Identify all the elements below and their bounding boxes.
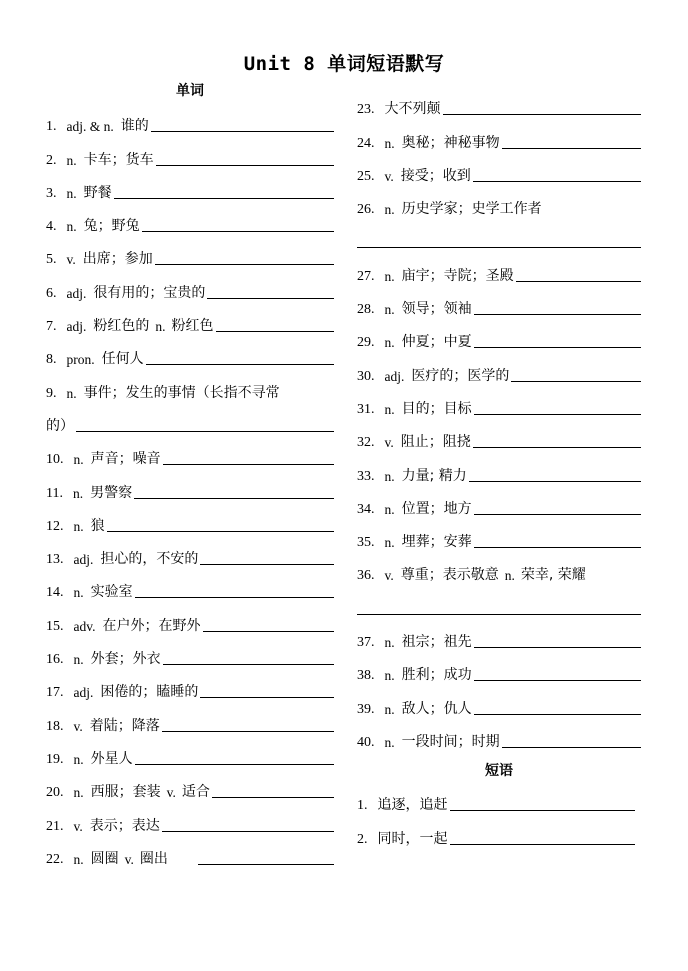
vocab-item bbox=[46, 735, 334, 768]
phrase-list bbox=[357, 781, 641, 848]
vocab-item bbox=[46, 502, 334, 535]
answer-blank[interactable] bbox=[469, 480, 641, 482]
item-number: 37. bbox=[357, 635, 375, 651]
answer-blank[interactable] bbox=[156, 164, 334, 166]
item-number: 10. bbox=[46, 452, 64, 468]
answer-blank[interactable] bbox=[163, 663, 334, 665]
item-meaning: 粉红色的 bbox=[93, 318, 150, 335]
part-of-speech: n. bbox=[384, 501, 395, 517]
item-meaning: 实验室 bbox=[90, 584, 133, 601]
part-of-speech: n. bbox=[384, 535, 395, 551]
item-meaning: 目的；目标 bbox=[401, 400, 472, 417]
item-number: 14. bbox=[46, 585, 64, 601]
answer-blank[interactable] bbox=[511, 380, 641, 382]
part-of-speech: v. bbox=[124, 851, 134, 867]
item-meaning: 历史学家；史学工作者 bbox=[401, 201, 542, 218]
part-of-speech: adj. bbox=[73, 552, 94, 568]
item-number: 13. bbox=[46, 552, 64, 568]
phrase-item bbox=[357, 781, 635, 814]
answer-blank[interactable] bbox=[502, 147, 641, 149]
item-number: 29. bbox=[357, 335, 375, 351]
item-number: 15. bbox=[46, 618, 64, 634]
item-number: 25. bbox=[357, 168, 375, 184]
item-number: 40. bbox=[357, 734, 375, 750]
item-number: 7. bbox=[46, 319, 57, 335]
answer-blank[interactable] bbox=[146, 363, 334, 365]
vocab-item bbox=[46, 668, 334, 701]
item-meaning: 圈出 bbox=[139, 850, 168, 867]
vocab-item bbox=[357, 351, 641, 384]
item-number: 23. bbox=[357, 102, 375, 118]
part-of-speech: n. bbox=[384, 468, 395, 484]
answer-blank[interactable] bbox=[474, 679, 641, 681]
item-meaning: 荣幸, 荣耀 bbox=[520, 567, 586, 584]
item-number: 2. bbox=[357, 831, 368, 847]
vocab-item bbox=[46, 635, 334, 668]
item-meaning: 外套；外衣 bbox=[90, 651, 161, 668]
vocab-item bbox=[357, 385, 641, 418]
item-meaning: 祖宗；祖先 bbox=[401, 634, 472, 651]
item-meaning: 在户外；在野外 bbox=[102, 617, 201, 634]
right-word-list bbox=[357, 85, 641, 751]
part-of-speech: n. bbox=[384, 302, 395, 318]
item-meaning: 适合 bbox=[181, 784, 210, 801]
item-number: 31. bbox=[357, 401, 375, 417]
item-number: 33. bbox=[357, 468, 375, 484]
part-of-speech: n. bbox=[66, 385, 77, 401]
item-meaning: 圆圈 bbox=[90, 850, 119, 867]
item-number: 20. bbox=[46, 785, 64, 801]
item-meaning: 尊重；表示敬意 bbox=[400, 567, 499, 584]
item-number: 24. bbox=[357, 135, 375, 151]
answer-blank[interactable] bbox=[473, 180, 641, 182]
item-meaning: 一段时间；时期 bbox=[401, 733, 500, 750]
answer-blank[interactable] bbox=[502, 746, 641, 748]
item-meaning: 出席；参加 bbox=[82, 251, 153, 268]
part-of-speech: n. bbox=[73, 518, 84, 534]
item-meaning: 狼 bbox=[90, 517, 105, 534]
vocab-item bbox=[357, 485, 641, 518]
answer-blank[interactable] bbox=[207, 297, 334, 299]
item-number: 19. bbox=[46, 751, 64, 767]
item-number: 21. bbox=[46, 818, 64, 834]
answer-blank[interactable] bbox=[163, 463, 334, 465]
answer-blank[interactable] bbox=[516, 280, 641, 282]
vocab-item bbox=[46, 768, 334, 801]
part-of-speech: n. bbox=[384, 701, 395, 717]
part-of-speech: n. bbox=[73, 452, 84, 468]
part-of-speech: pron. bbox=[66, 352, 95, 368]
item-number: 3. bbox=[46, 185, 57, 201]
item-number: 2. bbox=[46, 152, 57, 168]
item-meaning: 野餐 bbox=[83, 184, 112, 201]
item-number: 36. bbox=[357, 568, 375, 584]
part-of-speech: n. bbox=[384, 335, 395, 351]
answer-blank[interactable] bbox=[142, 230, 334, 232]
part-of-speech: v. bbox=[384, 435, 394, 451]
item-number: 6. bbox=[46, 285, 57, 301]
item-number: 26. bbox=[357, 202, 375, 218]
part-of-speech: n. bbox=[73, 785, 84, 801]
item-meaning: 困倦的；瞌睡的 bbox=[100, 684, 199, 701]
answer-blank[interactable] bbox=[474, 546, 641, 548]
part-of-speech: n. bbox=[66, 185, 77, 201]
item-number: 30. bbox=[357, 368, 375, 384]
part-of-speech: n. bbox=[384, 734, 395, 750]
page-title: Unit 8 单词短语默写 bbox=[243, 53, 445, 75]
item-number: 32. bbox=[357, 435, 375, 451]
answer-blank[interactable] bbox=[474, 513, 641, 515]
vocab-item bbox=[357, 185, 641, 218]
item-meaning: 粉红色 bbox=[171, 318, 214, 335]
item-number: 38. bbox=[357, 668, 375, 684]
answer-blank[interactable] bbox=[200, 563, 334, 565]
item-meaning: 的） bbox=[46, 417, 74, 434]
item-meaning: 外星人 bbox=[90, 750, 133, 767]
part-of-speech: v. bbox=[73, 818, 83, 834]
vocab-item bbox=[46, 368, 334, 401]
left-word-list bbox=[46, 102, 334, 868]
part-of-speech: n. bbox=[72, 485, 84, 501]
answer-blank[interactable] bbox=[135, 596, 334, 598]
item-meaning: 谁的 bbox=[120, 118, 149, 135]
part-of-speech: n. bbox=[384, 135, 395, 151]
item-meaning: 西服；套装 bbox=[90, 784, 161, 801]
part-of-speech: adj. bbox=[384, 368, 405, 384]
answer-blank[interactable] bbox=[357, 246, 641, 248]
item-meaning: 仲夏；中夏 bbox=[401, 334, 472, 351]
part-of-speech: n. bbox=[73, 751, 84, 767]
answer-blank[interactable] bbox=[114, 197, 334, 199]
part-of-speech: adj. bbox=[66, 285, 87, 301]
item-meaning: 兔；野兔 bbox=[83, 218, 140, 235]
item-meaning: 卡车；货车 bbox=[83, 151, 154, 168]
vocab-item bbox=[357, 285, 641, 318]
item-number: 1. bbox=[46, 119, 57, 135]
item-meaning: 接受；收到 bbox=[400, 167, 471, 184]
answer-blank[interactable] bbox=[107, 530, 334, 532]
answer-blank[interactable] bbox=[155, 263, 334, 265]
item-number: 27. bbox=[357, 268, 375, 284]
answer-blank[interactable] bbox=[134, 497, 334, 499]
answer-blank[interactable] bbox=[443, 113, 642, 115]
vocab-item bbox=[46, 535, 334, 568]
vocab-item bbox=[357, 418, 641, 451]
part-of-speech: n. bbox=[73, 851, 84, 867]
item-number: 5. bbox=[46, 252, 57, 268]
part-of-speech: v. bbox=[166, 785, 176, 801]
item-meaning: 力量; 精力 bbox=[401, 467, 467, 484]
vocab-item bbox=[46, 169, 334, 202]
item-number: 35. bbox=[357, 535, 375, 551]
item-number: 16. bbox=[46, 652, 64, 668]
vocab-item bbox=[46, 601, 334, 634]
answer-blank[interactable] bbox=[473, 446, 641, 448]
item-meaning: 奥秘；神秘事物 bbox=[401, 134, 500, 151]
vocab-item bbox=[357, 518, 641, 551]
part-of-speech: v. bbox=[66, 252, 76, 268]
phrases-heading: 短语 bbox=[485, 762, 513, 779]
part-of-speech: v. bbox=[73, 718, 83, 734]
item-meaning: 埋葬；安葬 bbox=[401, 534, 472, 551]
words-heading: 单词 bbox=[176, 83, 204, 99]
vocab-item bbox=[357, 618, 641, 651]
answer-blank[interactable] bbox=[200, 696, 334, 698]
vocab-item bbox=[357, 451, 641, 484]
answer-blank[interactable] bbox=[198, 863, 334, 865]
answer-blank[interactable] bbox=[203, 630, 335, 632]
part-of-speech: n. bbox=[66, 152, 77, 168]
answer-blank[interactable] bbox=[151, 130, 334, 132]
vocab-item bbox=[46, 435, 334, 468]
answer-blank[interactable] bbox=[474, 413, 641, 415]
answer-blank[interactable] bbox=[450, 809, 636, 811]
phrase-item bbox=[357, 814, 635, 847]
vocab-item bbox=[46, 468, 334, 501]
vocab-item bbox=[357, 651, 641, 684]
item-meaning: 追逐，追赶 bbox=[377, 797, 448, 814]
item-number: 1. bbox=[357, 798, 368, 814]
part-of-speech: n. bbox=[384, 635, 395, 651]
vocab-item bbox=[357, 684, 641, 717]
answer-blank[interactable] bbox=[162, 730, 334, 732]
vocab-item bbox=[357, 85, 641, 118]
part-of-speech: n. bbox=[155, 319, 166, 335]
answer-blank[interactable] bbox=[216, 330, 335, 332]
answer-blank[interactable] bbox=[135, 763, 334, 765]
vocab-item bbox=[357, 318, 641, 351]
vocab-item bbox=[357, 118, 641, 151]
item-number: 18. bbox=[46, 718, 64, 734]
item-meaning: 大不列颠 bbox=[384, 101, 441, 118]
part-of-speech: adj. bbox=[73, 685, 94, 701]
vocab-item bbox=[357, 718, 641, 751]
part-of-speech: n. bbox=[384, 202, 395, 218]
part-of-speech: v. bbox=[384, 568, 394, 584]
answer-blank[interactable] bbox=[474, 313, 641, 315]
item-number: 34. bbox=[357, 501, 375, 517]
part-of-speech: n. bbox=[384, 268, 395, 284]
item-number: 9. bbox=[46, 385, 57, 401]
left-column bbox=[46, 80, 334, 868]
item-meaning: 同时，一起 bbox=[377, 830, 448, 847]
answer-blank[interactable] bbox=[162, 830, 334, 832]
vocab-item bbox=[46, 135, 334, 168]
continuation-blank-row bbox=[357, 218, 641, 251]
continuation-blank-row bbox=[357, 584, 641, 617]
answer-blank[interactable] bbox=[357, 613, 641, 615]
vocab-item bbox=[46, 302, 334, 335]
vocab-item bbox=[46, 701, 334, 734]
part-of-speech: v. bbox=[384, 168, 394, 184]
part-of-speech: n. bbox=[66, 219, 77, 235]
part-of-speech: adv. bbox=[73, 618, 96, 634]
item-meaning: 任何人 bbox=[101, 351, 144, 368]
part-of-speech: n. bbox=[384, 401, 395, 417]
answer-blank[interactable] bbox=[474, 713, 641, 715]
answer-blank[interactable] bbox=[212, 796, 334, 798]
vocab-item bbox=[46, 202, 334, 235]
item-number: 28. bbox=[357, 302, 375, 318]
item-meaning: 位置；地方 bbox=[401, 500, 472, 517]
item-meaning: 很有用的；宝贵的 bbox=[93, 284, 206, 301]
part-of-speech: n. bbox=[73, 585, 84, 601]
vocab-item bbox=[357, 251, 641, 284]
item-meaning: 医疗的；医学的 bbox=[411, 367, 510, 384]
item-meaning: 声音；噪音 bbox=[90, 451, 161, 468]
item-meaning: 敌人；仇人 bbox=[401, 700, 472, 717]
part-of-speech: adj. bbox=[66, 319, 87, 335]
item-number: 22. bbox=[46, 851, 64, 867]
vocab-item bbox=[46, 801, 334, 834]
vocab-item bbox=[46, 835, 334, 868]
answer-blank[interactable] bbox=[450, 843, 636, 845]
item-number: 12. bbox=[46, 518, 64, 534]
item-number: 8. bbox=[46, 352, 57, 368]
item-number: 17. bbox=[46, 685, 64, 701]
answer-blank[interactable] bbox=[474, 646, 641, 648]
vocab-item bbox=[46, 102, 334, 135]
item-meaning: 事件；发生的事情（长指不寻常 bbox=[83, 384, 280, 401]
vocab-item bbox=[357, 551, 641, 584]
vocab-item bbox=[46, 568, 334, 601]
item-number: 11. bbox=[46, 485, 63, 501]
item-meaning: 男警察 bbox=[90, 484, 133, 501]
item-number: 39. bbox=[357, 701, 375, 717]
item-meaning: 阻止；阻挠 bbox=[400, 434, 471, 451]
item-meaning: 庙宇；寺院；圣殿 bbox=[401, 267, 514, 284]
item-meaning: 胜利；成功 bbox=[401, 667, 472, 684]
item-meaning: 领导；领袖 bbox=[401, 301, 472, 318]
vocab-item bbox=[46, 402, 334, 435]
vocab-item bbox=[357, 152, 641, 185]
part-of-speech: n. bbox=[384, 668, 395, 684]
vocab-item bbox=[46, 335, 334, 368]
answer-blank[interactable] bbox=[76, 430, 334, 432]
item-meaning: 着陆；降落 bbox=[89, 717, 160, 734]
vocab-item bbox=[46, 235, 334, 268]
vocab-item bbox=[46, 268, 334, 301]
right-column bbox=[357, 85, 641, 848]
answer-blank[interactable] bbox=[474, 346, 641, 348]
item-meaning: 表示；表达 bbox=[89, 817, 160, 834]
part-of-speech: n. bbox=[504, 568, 515, 584]
item-number: 4. bbox=[46, 219, 57, 235]
part-of-speech: n. bbox=[73, 652, 84, 668]
part-of-speech: adj. & n. bbox=[66, 119, 114, 135]
item-meaning: 担心的，不安的 bbox=[100, 551, 199, 568]
